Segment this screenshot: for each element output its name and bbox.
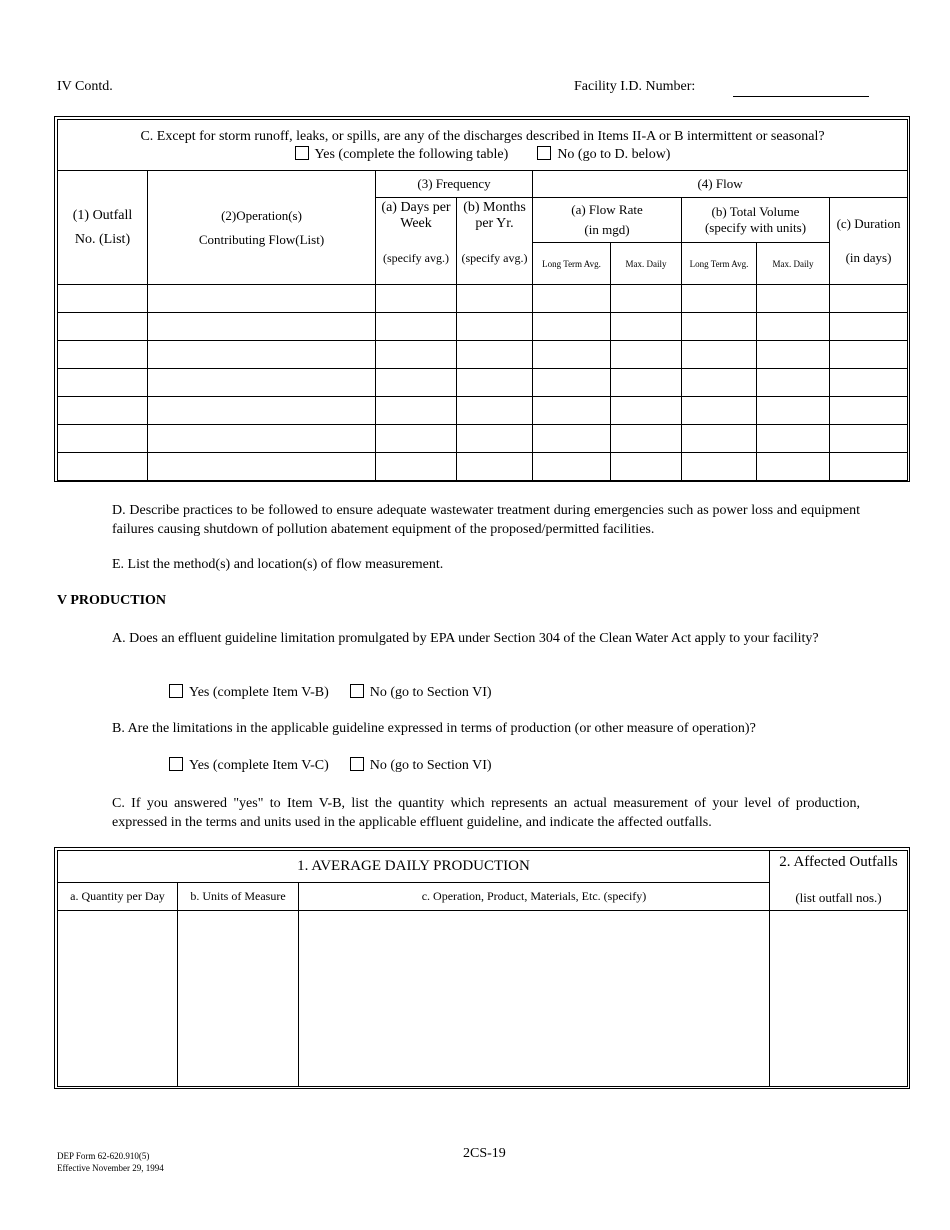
days-per-week-cell[interactable] xyxy=(376,453,457,481)
total-volume-line1: (b) Total Volume xyxy=(711,204,800,219)
months-per-yr-cell[interactable] xyxy=(457,313,533,341)
flow-rate-header xyxy=(533,198,682,243)
flow-rate-lta-cell[interactable] xyxy=(533,369,611,397)
quantity-per-day-header: a. Quantity per Day xyxy=(58,883,178,911)
v-b-yes-label: Yes (complete Item V-C) xyxy=(189,758,329,773)
v-a-no-label: No (go to Section VI) xyxy=(369,685,492,700)
duration-cell[interactable] xyxy=(830,453,908,481)
operation-product-header: c. Operation, Product, Materials, Etc. (specify) xyxy=(299,883,770,911)
yes-checkbox[interactable] xyxy=(295,146,309,160)
v-b-no-label: No (go to Section VI) xyxy=(369,758,492,773)
flow-rate-long-term-avg: Long Term Avg. xyxy=(533,243,611,285)
table-row xyxy=(58,285,908,313)
flow-rate-max-cell[interactable] xyxy=(611,313,682,341)
volume-max-cell[interactable] xyxy=(757,425,830,453)
volume-lta-cell[interactable] xyxy=(682,341,757,369)
flow-rate-lta-cell[interactable] xyxy=(533,341,611,369)
affected-outfalls-line1: 2. Affected Outfalls xyxy=(779,854,898,870)
months-per-yr-cell[interactable] xyxy=(457,397,533,425)
months-per-yr-cell[interactable] xyxy=(457,453,533,481)
question-v-a: A. Does an effluent guideline limitation promulgated by EPA under Section 304 of the Clean Water Act apply to your facility? xyxy=(112,631,819,646)
flow-rate-max-cell[interactable] xyxy=(611,341,682,369)
section-v-a xyxy=(112,629,860,648)
duration-line2: (in days) xyxy=(845,250,892,265)
flow-rate-lta-cell[interactable] xyxy=(533,425,611,453)
months-per-yr-cell[interactable] xyxy=(457,369,533,397)
v-a-yes-checkbox[interactable] xyxy=(169,684,183,698)
units-of-measure-header: b. Units of Measure xyxy=(178,883,299,911)
flow-rate-lta-cell[interactable] xyxy=(533,397,611,425)
volume-max-cell[interactable] xyxy=(757,341,830,369)
facility-id-field[interactable] xyxy=(733,96,869,97)
no-checkbox[interactable] xyxy=(537,146,551,160)
operation-cell[interactable] xyxy=(148,453,376,481)
total-volume-header xyxy=(682,198,830,243)
operation-header-line2: Contributing Flow(List) xyxy=(198,231,325,247)
volume-max-cell[interactable] xyxy=(757,285,830,313)
volume-lta-cell[interactable] xyxy=(682,313,757,341)
affected-outfalls-cell[interactable] xyxy=(770,911,908,1087)
outfall-cell[interactable] xyxy=(58,341,148,369)
section-v-c xyxy=(112,794,860,832)
flow-rate-max-cell[interactable] xyxy=(611,425,682,453)
duration-cell[interactable] xyxy=(830,369,908,397)
duration-cell[interactable] xyxy=(830,425,908,453)
v-b-yes-checkbox[interactable] xyxy=(169,757,183,771)
quantity-per-day-cell[interactable] xyxy=(58,911,178,1087)
specify-avg-days: (specify avg.) xyxy=(383,251,449,265)
facility-id-label: Facility I.D. Number: xyxy=(574,79,696,94)
no-option-label: No (go to D. below) xyxy=(557,147,671,162)
section-d xyxy=(112,501,860,539)
flow-rate-max-daily: Max. Daily xyxy=(611,243,682,285)
section-v-title: V PRODUCTION xyxy=(57,593,167,608)
table-row xyxy=(58,425,908,453)
frequency-header: (3) Frequency xyxy=(376,171,533,198)
days-per-week-label: (a) Days per Week xyxy=(381,200,451,231)
flow-rate-max-cell[interactable] xyxy=(611,453,682,481)
question-v-b: B. Are the limitations in the applicable guideline expressed in terms of production (or other measure of operation)? xyxy=(112,721,756,736)
days-per-week-header xyxy=(376,198,457,285)
days-per-week-cell[interactable] xyxy=(376,369,457,397)
question-v-c: C. If you answered "yes" to Item V-B, list the quantity which represents an actual measurement of your level of production, expressed in the terms and units used in the applicable effluent guideline, and indicate the affected outfalls. xyxy=(112,796,860,830)
yes-option-label: Yes (complete the following table) xyxy=(314,147,509,162)
outfall-cell[interactable] xyxy=(58,425,148,453)
volume-max-cell[interactable] xyxy=(757,397,830,425)
operation-cell[interactable] xyxy=(148,397,376,425)
flow-header: (4) Flow xyxy=(533,171,908,198)
volume-max-cell[interactable] xyxy=(757,453,830,481)
avg-daily-production-header: 1. AVERAGE DAILY PRODUCTION xyxy=(58,851,770,883)
outfall-cell[interactable] xyxy=(58,285,148,313)
operation-cell[interactable] xyxy=(148,425,376,453)
outfall-cell[interactable] xyxy=(58,397,148,425)
volume-max-daily: Max. Daily xyxy=(757,243,830,285)
section-contd-label: IV Contd. xyxy=(57,79,113,94)
operation-cell[interactable] xyxy=(148,313,376,341)
flow-rate-max-cell[interactable] xyxy=(611,285,682,313)
volume-lta-cell[interactable] xyxy=(682,369,757,397)
months-per-yr-header xyxy=(457,198,533,285)
table-row xyxy=(58,313,908,341)
volume-long-term-avg: Long Term Avg. xyxy=(682,243,757,285)
v-b-no-checkbox[interactable] xyxy=(350,757,364,771)
duration-cell[interactable] xyxy=(830,397,908,425)
days-per-week-cell[interactable] xyxy=(376,341,457,369)
operation-cell[interactable] xyxy=(148,369,376,397)
specify-avg-months: (specify avg.) xyxy=(461,251,528,265)
total-volume-line2: (specify with units) xyxy=(704,220,807,235)
outfall-header-line2: No. (List) xyxy=(74,231,131,247)
outfall-header-line1: (1) Outfall xyxy=(72,207,133,223)
operation-cell[interactable] xyxy=(148,341,376,369)
affected-outfalls-header xyxy=(770,851,908,911)
operation-header xyxy=(148,171,376,285)
outfall-header xyxy=(58,171,148,285)
section-e-text: E. List the method(s) and location(s) of flow measurement. xyxy=(112,557,444,572)
table-row xyxy=(58,397,908,425)
days-per-week-cell[interactable] xyxy=(376,425,457,453)
operation-product-cell[interactable] xyxy=(299,911,770,1087)
months-per-yr-cell[interactable] xyxy=(457,285,533,313)
flow-rate-max-cell[interactable] xyxy=(611,397,682,425)
volume-lta-cell[interactable] xyxy=(682,397,757,425)
affected-outfalls-line2: (list outfall nos.) xyxy=(795,890,882,905)
flow-rate-max-cell[interactable] xyxy=(611,369,682,397)
footer-form-info xyxy=(57,1150,164,1174)
volume-lta-cell[interactable] xyxy=(682,285,757,313)
volume-lta-cell[interactable] xyxy=(682,425,757,453)
intermittent-discharge-table xyxy=(54,116,910,482)
v-a-yes-label: Yes (complete Item V-B) xyxy=(189,685,329,700)
section-d-text: D. Describe practices to be followed to ensure adequate wastewater treatment during emergencies such as power loss and equipment failures causing shutdown of pollution abatement equipment of the proposed/permitted facilities. xyxy=(112,503,860,537)
effective-date: Effective November 29, 1994 xyxy=(57,1163,164,1173)
days-per-week-cell[interactable] xyxy=(376,313,457,341)
volume-max-cell[interactable] xyxy=(757,313,830,341)
months-per-yr-cell[interactable] xyxy=(457,341,533,369)
outfall-cell[interactable] xyxy=(58,369,148,397)
duration-header xyxy=(830,198,908,285)
v-a-options xyxy=(169,684,492,701)
production-table xyxy=(54,847,910,1089)
question-c: C. Except for storm runoff, leaks, or spills, are any of the discharges described in Items II-A or B intermittent or seasonal? xyxy=(140,129,825,144)
v-b-options xyxy=(169,757,492,774)
duration-cell[interactable] xyxy=(830,341,908,369)
volume-lta-cell[interactable] xyxy=(682,453,757,481)
days-per-week-cell[interactable] xyxy=(376,285,457,313)
operation-cell[interactable] xyxy=(148,285,376,313)
table-row xyxy=(58,369,908,397)
v-a-no-checkbox[interactable] xyxy=(350,684,364,698)
units-of-measure-cell[interactable] xyxy=(178,911,299,1087)
months-per-yr-cell[interactable] xyxy=(457,425,533,453)
duration-cell[interactable] xyxy=(830,313,908,341)
outfall-cell[interactable] xyxy=(58,453,148,481)
flow-rate-lta-cell[interactable] xyxy=(533,453,611,481)
volume-max-cell[interactable] xyxy=(757,369,830,397)
duration-cell[interactable] xyxy=(830,285,908,313)
outfall-cell[interactable] xyxy=(58,313,148,341)
days-per-week-cell[interactable] xyxy=(376,397,457,425)
form-number: DEP Form 62-620.910(5) xyxy=(57,1151,150,1161)
flow-rate-line1: (a) Flow Rate xyxy=(571,202,643,217)
flow-rate-lta-cell[interactable] xyxy=(533,313,611,341)
table-row xyxy=(58,341,908,369)
page-number: 2CS-19 xyxy=(463,1146,506,1161)
months-per-yr-label: (b) Months per Yr. xyxy=(463,200,526,231)
table-row xyxy=(58,453,908,481)
duration-line1: (c) Duration xyxy=(836,216,901,231)
operation-header-line1: (2)Operation(s) xyxy=(221,207,302,223)
flow-rate-lta-cell[interactable] xyxy=(533,285,611,313)
flow-rate-line2: (in mgd) xyxy=(584,222,630,237)
